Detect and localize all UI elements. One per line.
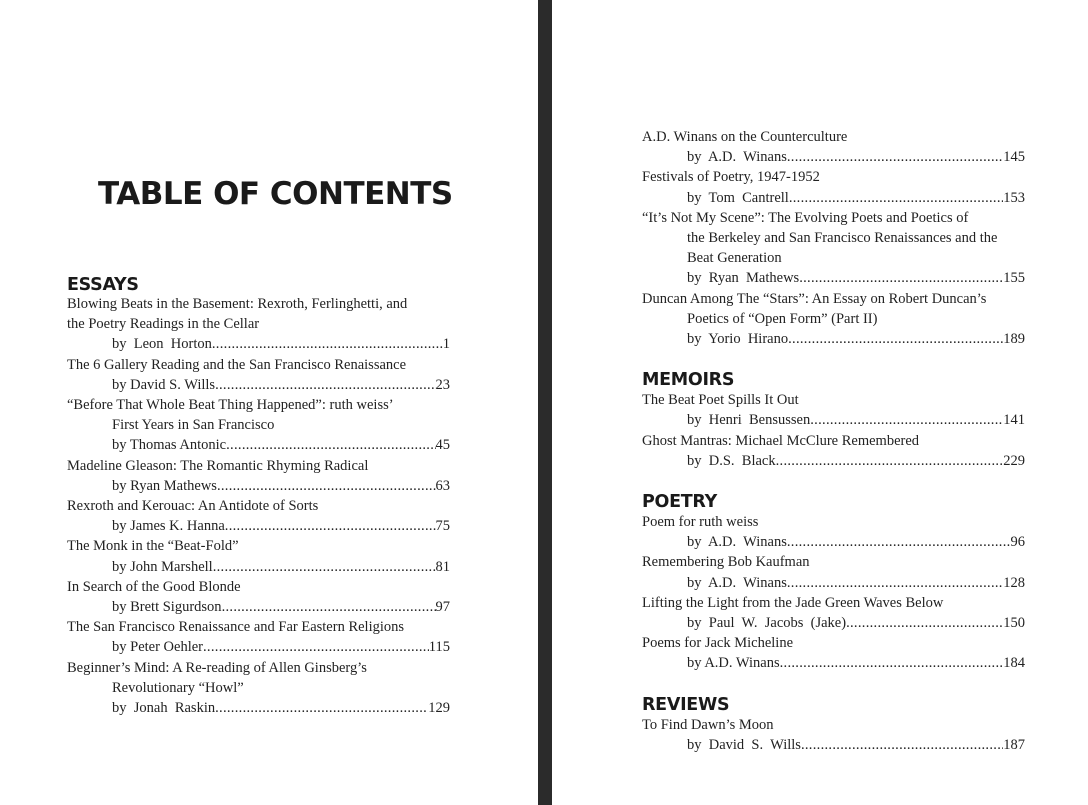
entry-author: by Brett Sigurdson: [112, 599, 222, 616]
dot-leader: [226, 435, 435, 455]
page-number: 229: [1003, 452, 1025, 469]
page-number: 145: [1003, 149, 1025, 166]
entry-author: by A.D. Winans: [687, 149, 787, 166]
dot-leader: [203, 637, 429, 657]
entry-title-line: Poetics of “Open Form” (Part II): [687, 310, 878, 327]
entry-title: [67, 395, 450, 435]
toc-entry[interactable]: [642, 289, 1025, 350]
entry-title-line: To Find Dawn’s Moon: [642, 716, 774, 733]
dot-leader: [776, 451, 1004, 471]
entry-title-line: Revolutionary “Howl”: [112, 679, 244, 696]
toc-section-reviews: [642, 695, 1025, 755]
toc-entry[interactable]: [67, 294, 450, 355]
page-number: 184: [1003, 655, 1025, 672]
toc-entry[interactable]: [642, 390, 1025, 430]
entry-title: [67, 355, 450, 375]
section-heading: REVIEWS: [642, 694, 730, 715]
entry-author: by D.S. Black: [687, 452, 776, 469]
dot-leader: [787, 532, 1011, 552]
toc-entry[interactable]: [642, 552, 1025, 592]
entry-author-line: [67, 698, 450, 718]
entry-author: by A.D. Winans: [687, 574, 787, 591]
entry-title-line: Poem for ruth weiss: [642, 514, 759, 531]
dot-leader: [810, 410, 1003, 430]
entry-author-line: [67, 375, 450, 395]
entry-title-line: the Berkeley and San Francisco Renaissances and the: [687, 230, 998, 247]
entry-title-line: Madeline Gleason: The Romantic Rhyming Radical: [67, 457, 369, 474]
entry-author-line: [642, 613, 1025, 633]
entry-title: [67, 577, 450, 597]
dot-leader: [788, 329, 1003, 349]
page-number: 128: [1003, 574, 1025, 591]
entry-author-line: [67, 476, 450, 496]
book-gutter: [538, 0, 552, 805]
entry-author-line: [642, 573, 1025, 593]
entry-title-line: “Before That Whole Beat Thing Happened”: ruth weiss’: [67, 397, 394, 414]
entry-author: by Peter Oehler: [112, 639, 203, 656]
toc-section-continued: [642, 127, 1025, 349]
entry-author-line: [642, 147, 1025, 167]
dot-leader: [789, 188, 1003, 208]
page-number: 115: [428, 639, 450, 656]
entry-author-line: [642, 451, 1025, 471]
entry-author: by Henri Bensussen: [687, 412, 811, 429]
entry-title: [642, 715, 1025, 735]
entry-title-line: “It’s Not My Scene”: The Evolving Poets and Poetics of: [642, 209, 969, 226]
entry-author: by A.D. Winans: [687, 534, 787, 551]
entry-title-line: Lifting the Light from the Jade Green Waves Below: [642, 594, 944, 611]
page-number: 129: [428, 700, 450, 717]
entry-author: by David S. Wills: [687, 736, 801, 753]
toc-entry[interactable]: [642, 167, 1025, 207]
entry-title: [67, 658, 450, 698]
toc-entry[interactable]: [642, 127, 1025, 167]
page-number: 155: [1003, 270, 1025, 287]
toc-entry[interactable]: [67, 617, 450, 657]
entry-title-line: Festivals of Poetry, 1947-1952: [642, 169, 820, 186]
page-number: 189: [1003, 331, 1025, 348]
dot-leader: [222, 597, 436, 617]
entry-author-line: [67, 597, 450, 617]
left-toc-column: [67, 276, 450, 739]
toc-entry[interactable]: [642, 208, 1025, 289]
entry-author: by James K. Hanna: [112, 518, 225, 535]
entry-title: [67, 456, 450, 476]
dot-leader: [217, 476, 436, 496]
dot-leader: [801, 735, 1003, 755]
page-number: 81: [435, 558, 450, 575]
entry-title-line: Beat Generation: [687, 250, 782, 267]
dot-leader: [846, 613, 1003, 633]
entry-title-line: In Search of the Good Blonde: [67, 578, 241, 595]
entry-title: [642, 390, 1025, 410]
dot-leader: [787, 147, 1003, 167]
entry-title-line: The Monk in the “Beat-Fold”: [67, 538, 239, 555]
page-title: TABLE OF CONTENTS: [98, 176, 453, 212]
entry-title: [642, 127, 1025, 147]
entry-title-line: A.D. Winans on the Counterculture: [642, 129, 848, 145]
entry-title: [642, 208, 1025, 269]
entry-title-line: The Beat Poet Spills It Out: [642, 392, 799, 409]
entry-author: by Yorio Hirano: [687, 331, 789, 348]
entry-title-line: First Years in San Francisco: [112, 417, 275, 434]
page-number: 96: [1010, 534, 1025, 551]
section-heading: MEMOIRS: [642, 370, 735, 391]
entry-title: [67, 294, 450, 334]
dot-leader: [215, 698, 428, 718]
entry-title-line: Duncan Among The “Stars”: An Essay on Robert Duncan’s: [642, 290, 987, 307]
entry-author: by Paul W. Jacobs (Jake): [687, 615, 847, 632]
entry-title: [642, 289, 1025, 329]
entry-author-line: [642, 653, 1025, 673]
entry-author: by Ryan Mathews: [687, 270, 800, 287]
entry-title: [67, 496, 450, 516]
page-number: 141: [1003, 412, 1025, 429]
toc-section-memoirs: [642, 370, 1025, 471]
entry-title-line: Ghost Mantras: Michael McClure Remembered: [642, 432, 920, 449]
entry-title-line: Beginner’s Mind: A Re-reading of Allen Ginsberg’s: [67, 659, 367, 676]
entry-author: by Thomas Antonic: [112, 437, 227, 454]
section-heading: ESSAYS: [67, 275, 139, 295]
toc-entry[interactable]: [67, 456, 450, 496]
entry-author-line: [67, 334, 450, 354]
page-number: 187: [1003, 736, 1025, 753]
entry-author-line: [642, 735, 1025, 755]
entry-author: by David S. Wills: [112, 376, 216, 393]
page-number: 153: [1003, 189, 1025, 206]
toc-entry[interactable]: [642, 512, 1025, 552]
dot-leader: [780, 653, 1004, 673]
toc-entry[interactable]: [67, 658, 450, 719]
page-number: 45: [435, 437, 450, 454]
entry-author: by Jonah Raskin: [112, 700, 216, 717]
page-number: 75: [435, 518, 450, 535]
entry-author-line: [67, 516, 450, 536]
entry-title: [642, 552, 1025, 572]
toc-entry[interactable]: [642, 715, 1025, 755]
toc-entry[interactable]: [67, 355, 450, 395]
entry-author: by Leon Horton: [112, 336, 212, 353]
entry-author-line: [642, 329, 1025, 349]
entry-author: by Ryan Mathews: [112, 477, 217, 494]
dot-leader: [212, 334, 443, 354]
dot-leader: [225, 516, 436, 536]
page-number: 63: [435, 477, 450, 494]
entry-author-line: [67, 435, 450, 455]
toc-entry[interactable]: [67, 496, 450, 536]
entry-author-line: [67, 637, 450, 657]
entry-author-line: [67, 557, 450, 577]
entry-title-line: The 6 Gallery Reading and the San Francisco Renaissance: [67, 356, 407, 373]
toc-entry[interactable]: [67, 577, 450, 617]
page-number: 97: [435, 599, 450, 616]
toc-entry[interactable]: [67, 395, 450, 456]
entry-title: [67, 617, 450, 637]
page-number: 150: [1003, 615, 1025, 632]
entry-title: [642, 633, 1025, 653]
dot-leader: [799, 268, 1003, 288]
dot-leader: [215, 375, 435, 395]
entry-title-line: Poems for Jack Micheline: [642, 635, 794, 652]
entry-title: [642, 593, 1025, 613]
entry-author: by Tom Cantrell: [687, 189, 789, 206]
entry-title-line: Blowing Beats in the Basement: Rexroth, Ferlinghetti, and: [67, 296, 408, 312]
toc-entry[interactable]: [642, 633, 1025, 673]
entry-author-line: [642, 188, 1025, 208]
entry-author-line: [642, 410, 1025, 430]
entry-title-line: Rexroth and Kerouac: An Antidote of Sorts: [67, 498, 319, 515]
right-toc-column: [642, 127, 1025, 776]
dot-leader: [213, 557, 436, 577]
section-heading: POETRY: [642, 492, 717, 513]
page-number: 23: [435, 376, 450, 393]
entry-author-line: [642, 532, 1025, 552]
toc-section-essays: [67, 276, 450, 718]
entry-author-line: [642, 268, 1025, 288]
entry-author: by John Marshell: [112, 558, 213, 575]
toc-entry[interactable]: [67, 536, 450, 576]
page-number: 1: [442, 336, 450, 353]
entry-title-line: Remembering Bob Kaufman: [642, 554, 810, 571]
entry-title: [642, 512, 1025, 532]
entry-title-line: The San Francisco Renaissance and Far Eastern Religions: [67, 619, 405, 636]
entry-title-line: the Poetry Readings in the Cellar: [67, 316, 260, 333]
entry-title: [67, 536, 450, 556]
toc-entry[interactable]: [642, 593, 1025, 633]
entry-title: [642, 167, 1025, 187]
entry-author: by A.D. Winans: [687, 655, 780, 672]
entry-title: [642, 431, 1025, 451]
dot-leader: [787, 573, 1003, 593]
toc-entry[interactable]: [642, 431, 1025, 471]
toc-section-poetry: [642, 492, 1025, 674]
